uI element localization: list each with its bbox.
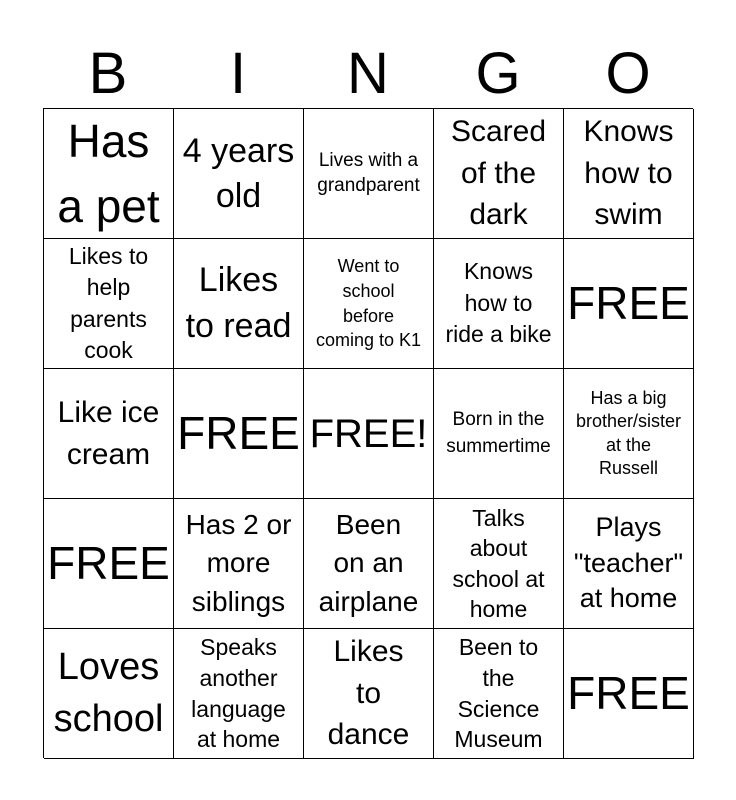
cell-text: Speaks another language at home xyxy=(191,634,286,753)
bingo-cell[interactable] xyxy=(564,109,694,239)
bingo-cell[interactable] xyxy=(434,239,564,369)
cell-text: Born in the summertime xyxy=(446,409,551,457)
bingo-cell[interactable] xyxy=(304,109,434,239)
cell-text: Talks about school at home xyxy=(452,504,545,622)
cell-text: Loves school xyxy=(53,646,164,740)
cell-text: Likes to help parents cook xyxy=(68,243,149,363)
bingo-board xyxy=(43,108,693,758)
bingo-cell[interactable] xyxy=(174,369,304,499)
bingo-cell[interactable] xyxy=(304,499,434,629)
cell-text: Has 2 or more siblings xyxy=(185,508,292,617)
bingo-cell[interactable] xyxy=(434,499,564,629)
header-letter-i: I xyxy=(229,41,247,106)
cell-text: FREE! xyxy=(309,411,428,456)
header-letter-g: G xyxy=(475,41,521,106)
bingo-cell[interactable] xyxy=(44,369,174,499)
cell-text: Been on an airplane xyxy=(318,508,419,617)
cell-text: Went to school before coming to K1 xyxy=(315,255,422,351)
cell-text: FREE xyxy=(47,536,170,589)
cell-text: Lives with a grandparent xyxy=(317,149,420,196)
cell-text: FREE xyxy=(177,406,300,459)
bingo-cell[interactable] xyxy=(304,369,434,499)
bingo-cell[interactable] xyxy=(564,629,694,759)
bingo-cell[interactable] xyxy=(174,239,304,369)
cell-text: 4 years old xyxy=(182,132,295,215)
cell-text: Has a pet xyxy=(57,115,160,232)
bingo-cell[interactable] xyxy=(564,239,694,369)
bingo-header xyxy=(43,40,693,108)
bingo-cell[interactable] xyxy=(44,499,174,629)
header-letter-b: B xyxy=(88,41,128,106)
cell-text: Like ice cream xyxy=(57,395,160,471)
bingo-cell[interactable] xyxy=(564,499,694,629)
bingo-cell[interactable] xyxy=(564,369,694,499)
bingo-cell[interactable] xyxy=(434,109,564,239)
cell-text: Has a big brother/sister at the Russell xyxy=(575,387,682,478)
bingo-cell[interactable] xyxy=(174,109,304,239)
bingo-cell[interactable] xyxy=(174,629,304,759)
cell-text: Been to the Science Museum xyxy=(454,634,543,753)
cell-text: Scared of the dark xyxy=(450,115,547,232)
cell-text: Likes to dance xyxy=(327,635,410,752)
cell-text: FREE xyxy=(567,666,690,719)
header-letter-n: N xyxy=(347,41,389,106)
bingo-cell[interactable] xyxy=(44,109,174,239)
bingo-cell[interactable] xyxy=(304,239,434,369)
bingo-cell[interactable] xyxy=(174,499,304,629)
header-letter-o: O xyxy=(605,41,651,106)
bingo-cell[interactable] xyxy=(304,629,434,759)
cell-text: Knows how to ride a bike xyxy=(445,257,552,348)
bingo-cell[interactable] xyxy=(44,239,174,369)
cell-text: Knows how to swim xyxy=(583,115,674,232)
bingo-cell[interactable] xyxy=(434,629,564,759)
cell-text: FREE xyxy=(567,276,690,329)
cell-text: Plays "teacher" at home xyxy=(573,512,684,614)
cell-text: Likes to read xyxy=(185,260,292,345)
bingo-cell[interactable] xyxy=(434,369,564,499)
bingo-cell[interactable] xyxy=(44,629,174,759)
